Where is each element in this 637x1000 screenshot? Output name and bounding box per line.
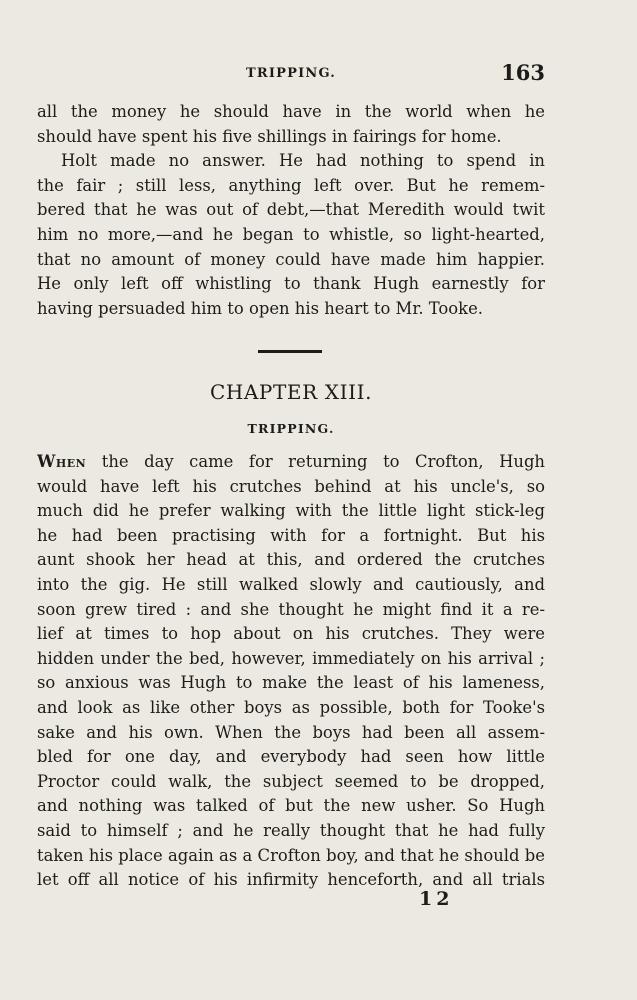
text-line: much did he prefer walking with the little light stick-leg [37,501,545,521]
chapter-title: CHAPTER XIII. [209,380,373,404]
text-line: that no amount of money could have made him happier. [37,249,545,269]
text-line: would have left his crutches behind at his uncle's, so [37,476,545,496]
text-line: soon grew tired : and she thought he might find it a re- [37,599,545,619]
text-line: and look as like other boys as possible, both for Tooke's [37,697,545,717]
lead-word: When [37,452,87,471]
text-line: bled for one day, and everybody had seen how little [37,747,545,767]
text-line: hidden under the bed, however, immediately on his arrival ; [37,648,545,668]
text-line: lief at times to hop about on his crutches. They were [37,624,545,644]
text-line: said to himself ; and he really thought that he had fully [37,820,545,840]
running-title: TRIPPING. [245,66,337,81]
text-line: the fair ; still less, anything left over. But he remem- [37,175,545,195]
page-number: 163 [501,60,545,85]
running-head [37,58,545,88]
text-line: He only left off whistling to thank Hugh earnestly for [37,274,545,294]
top-paragraphs [37,100,545,321]
text-line: Proctor could walk, the subject seemed to be dropped, [37,771,545,791]
text-line: bered that he was out of debt,—that Meredith would twit [37,200,545,220]
text-line: sake and his own. When the boys had been all assem- [37,722,545,742]
chapter-body [37,450,545,893]
text-line: him no more,—and he began to whistle, so light-hearted, [37,224,545,244]
text-line: into the gig. He still walked slowly and cautiously, and [37,574,545,594]
text-line: so anxious was Hugh to make the least of his lameness, [37,673,545,693]
text-line: Holt made no answer. He had nothing to spend in [61,151,545,171]
text-line [37,450,545,475]
text-line: should have spent his five shillings in fairings for home. [37,126,502,146]
signature-mark: 12 [419,888,454,910]
text-line: he had been practising with for a fortnight. But his [37,525,545,545]
text-line: having persuaded him to open his heart to Mr. Tooke. [37,298,484,318]
text-line: let off all notice of his infirmity henceforth, and all trials [37,870,545,890]
section-divider [258,350,322,353]
chapter-subtitle: TRIPPING. [247,421,335,436]
text-line: and nothing was talked of but the new usher. So Hugh [37,796,545,816]
text-line: all the money he should have in the world when he [37,102,545,121]
text-line: aunt shook her head at this, and ordered the crutches [37,550,545,570]
first-line-text: the day came for returning to Crofton, Hugh [86,452,545,471]
text-line: taken his place again as a Crofton boy, and that he should be [37,845,545,865]
